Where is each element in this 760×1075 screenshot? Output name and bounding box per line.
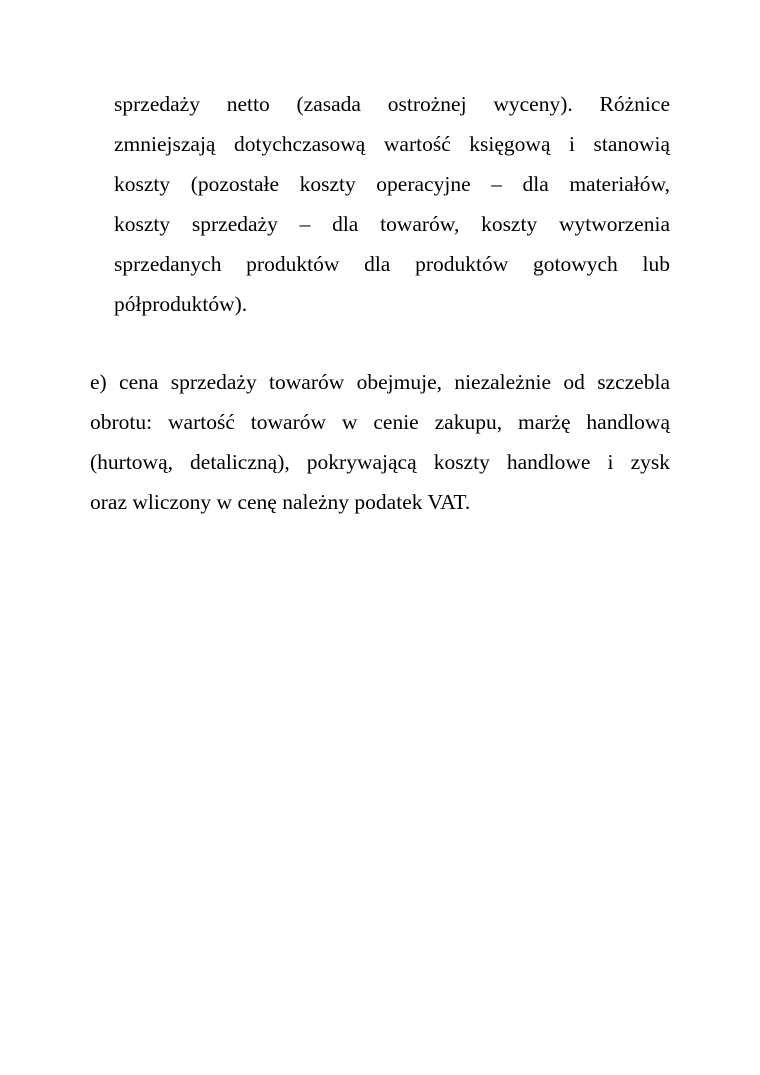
text-line: koszty sprzedaży – dla towarów, koszty wytworzenia xyxy=(114,212,670,236)
text-line: obrotu: wartość towarów w cenie zakupu, marżę handlową xyxy=(90,410,670,434)
text-line: półproduktów). xyxy=(114,292,248,316)
paragraph-valuation-differences xyxy=(114,84,670,324)
text-line: (hurtową, detaliczną), pokrywającą koszty handlowe i zysk xyxy=(90,450,670,474)
paragraph-sale-price-list-item-e xyxy=(90,362,670,522)
text-line: sprzedaży netto (zasada ostrożnej wyceny). Różnice xyxy=(114,92,670,116)
text-line: e) cena sprzedaży towarów obejmuje, niezależnie od szczebla xyxy=(90,370,670,394)
text-line: koszty (pozostałe koszty operacyjne – dla materiałów, xyxy=(114,172,670,196)
text-line: sprzedanych produktów dla produktów gotowych lub xyxy=(114,252,670,276)
text-line: zmniejszają dotychczasową wartość księgową i stanowią xyxy=(114,132,670,156)
text-line: oraz wliczony w cenę należny podatek VAT. xyxy=(90,490,471,514)
